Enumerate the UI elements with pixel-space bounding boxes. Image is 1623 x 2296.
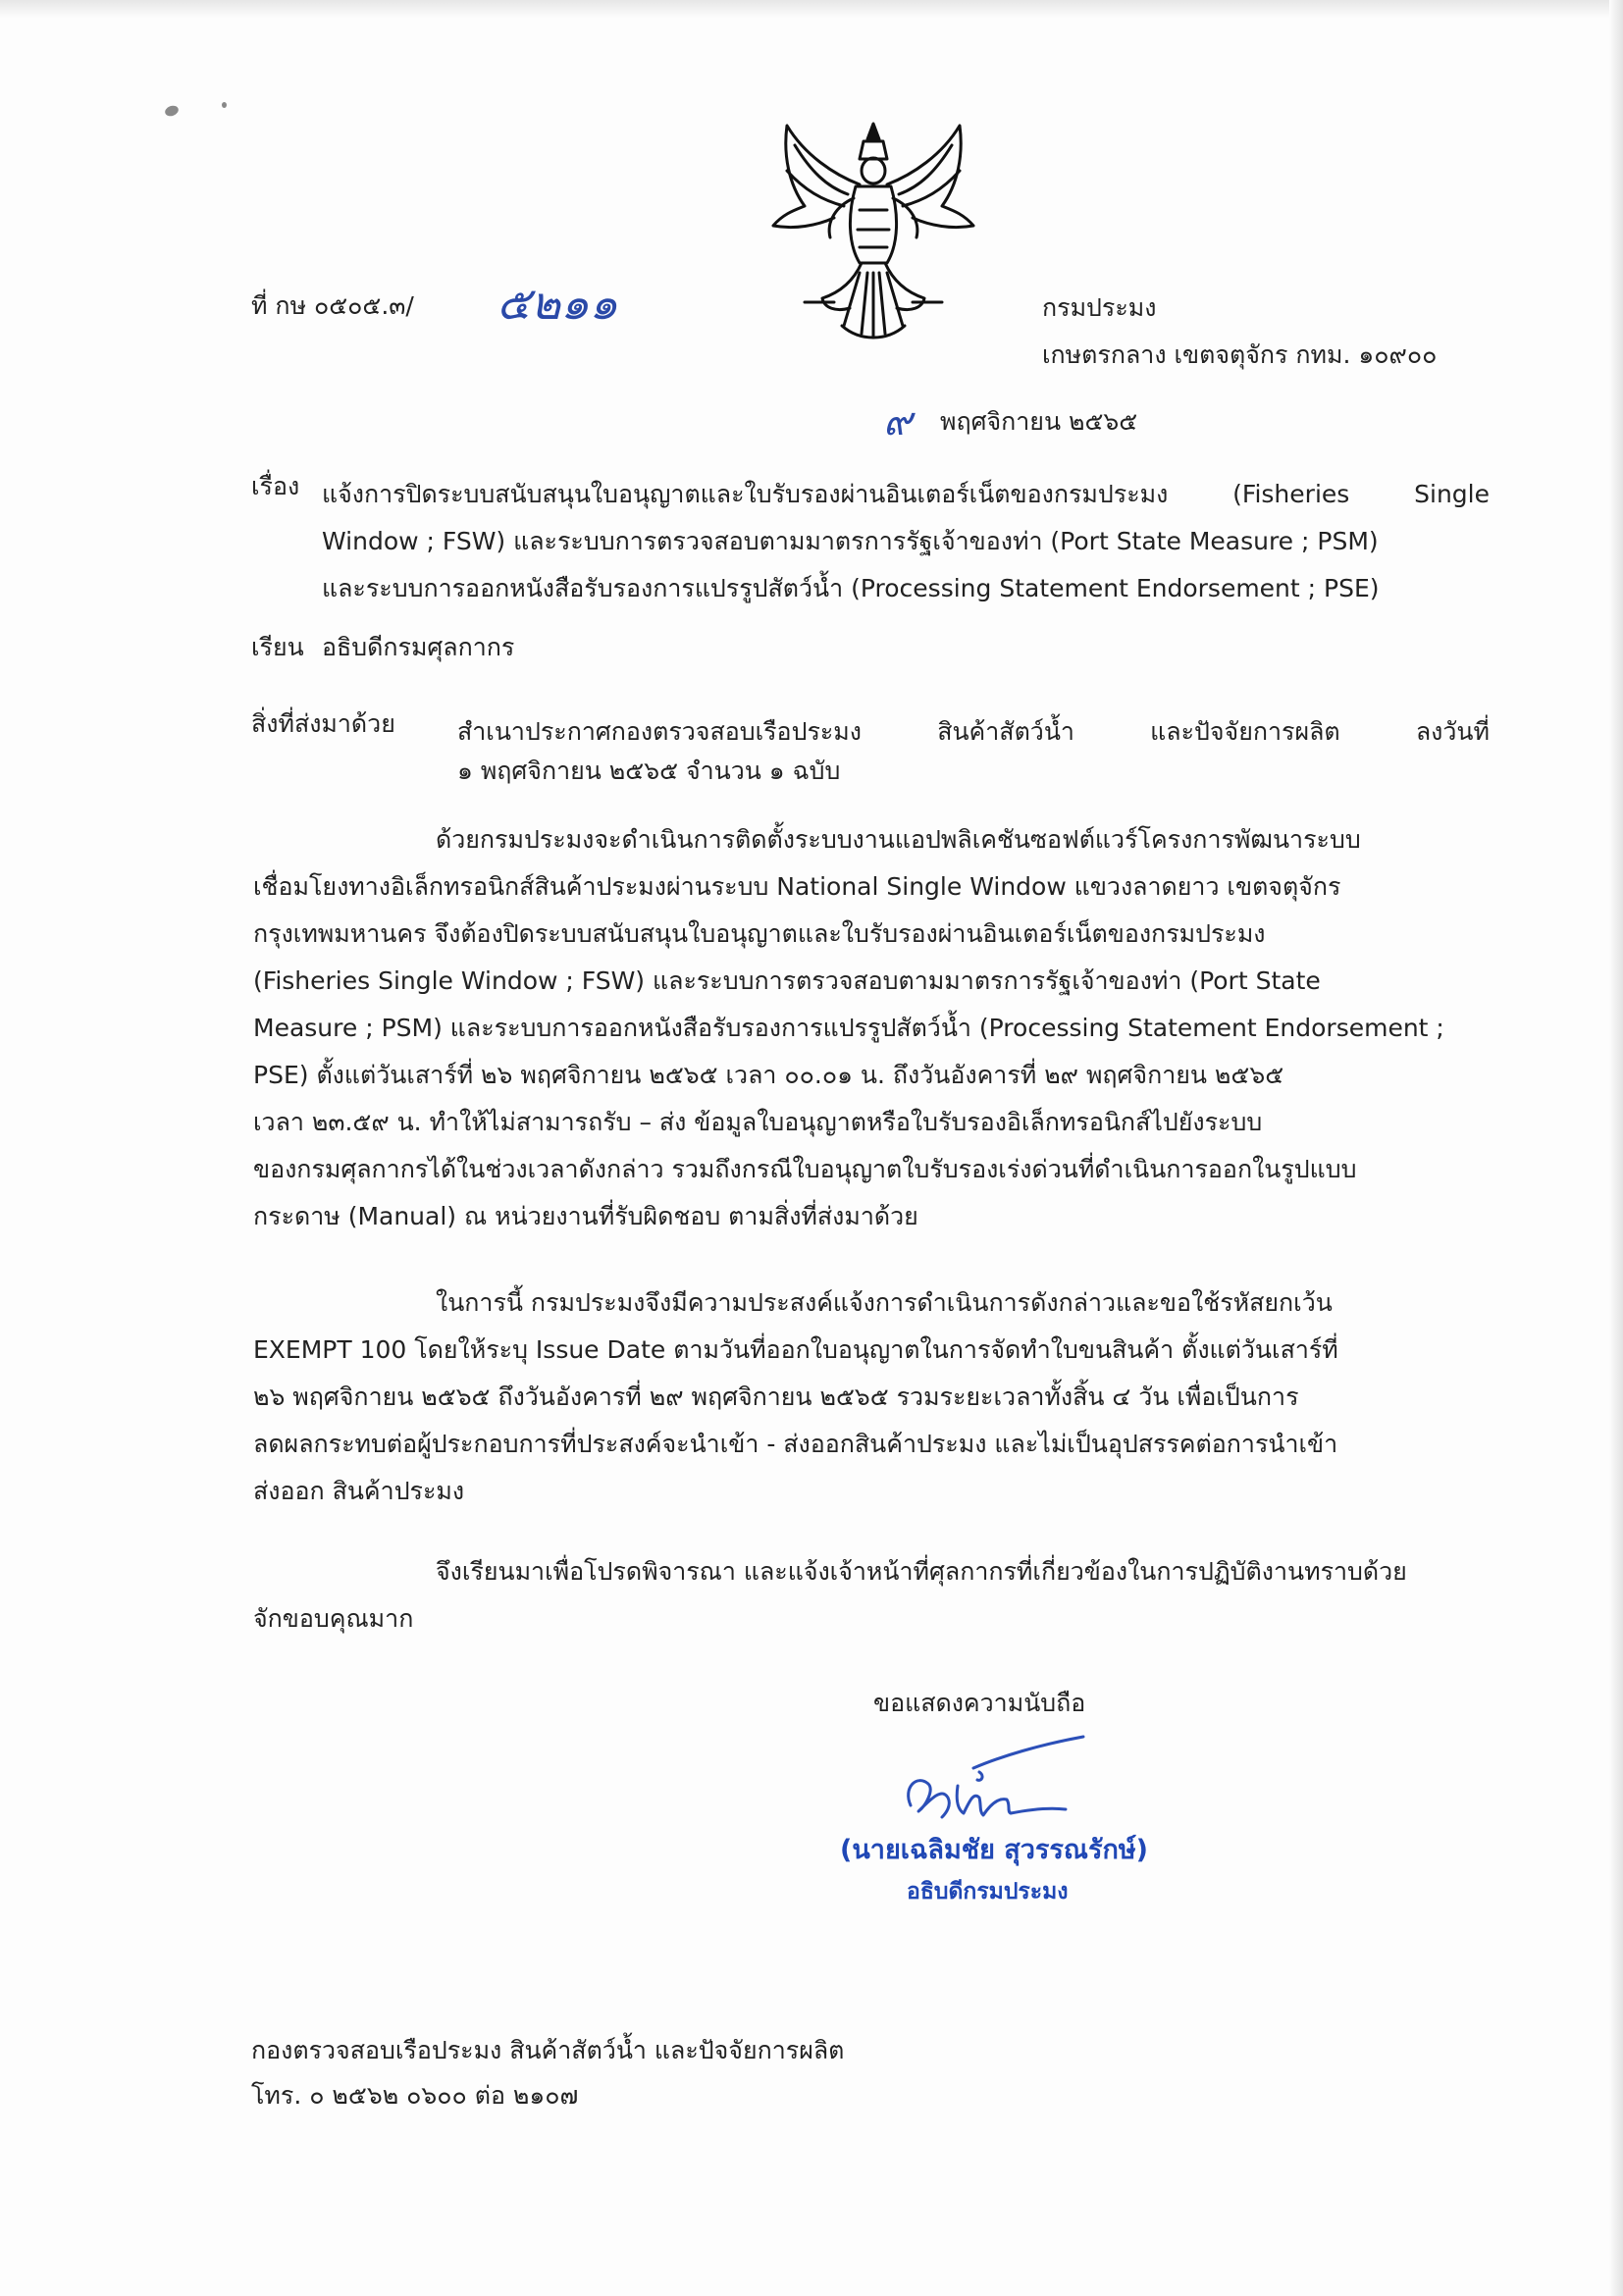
handwritten-signature: [864, 1729, 1178, 1837]
sender-address: เกษตรกลาง เขตจตุจักร กทม. ๑๐๙๐๐: [1042, 340, 1438, 369]
subject-text: [322, 471, 1490, 518]
footer-phone: โทร. ๐ ๒๕๖๒ ๐๖๐๐ ต่อ ๒๑๐๗: [251, 2081, 579, 2110]
paragraph-line: เวลา ๒๓.๕๙ น. ทำให้ไม่สามารถรับ – ส่ง ข้อมูลใบอนุญาตหรือใบรับรองอิเล็กทรอนิกส์ไปยังระบบ: [253, 1108, 1263, 1136]
paragraph-line: กรุงเทพมหานคร จึงต้องปิดระบบสนับสนุนใบอนุญาตและใบรับรองผ่านอินเตอร์เน็ตของกรมประมง: [253, 919, 1266, 948]
closing-phrase: ขอแสดงความนับถือ: [873, 1689, 1086, 1717]
paragraph-line: ด้วยกรมประมงจะดำเนินการติดตั้งระบบงานแอปพลิเคชันซอฟต์แวร์โครงการพัฒนาระบบ: [436, 825, 1361, 854]
paragraph-line: (Fisheries Single Window ; FSW) และระบบการตรวจสอบตามมาตรการรัฐเจ้าของท่า (Port State: [253, 966, 1321, 995]
body-paragraph-3: [253, 1548, 1490, 1643]
paragraph-line: ส่งออก สินค้าประมง: [253, 1477, 465, 1505]
scan-edge-right: [1609, 0, 1623, 2296]
date-month-year: พฤศจิกายน ๒๕๖๕: [940, 407, 1138, 436]
paragraph-line: Measure ; PSM) และระบบการออกหนังสือรับรองการแปรรูปสัตว์น้ำ (Processing Statement Endorsement ;: [253, 1014, 1444, 1042]
reference-number-handwritten: ๕๒๑๑: [497, 277, 618, 330]
subject-text-cont: [322, 518, 1490, 612]
enclosure-label: สิ่งที่ส่งมาด้วย: [251, 709, 395, 738]
garuda-emblem-icon: [765, 116, 981, 343]
subject-line: และระบบการออกหนังสือรับรองการแปรรูปสัตว์น้ำ (Processing Statement Endorsement ; PSE): [322, 574, 1380, 602]
enclosure-line: สำเนาประกาศกองตรวจสอบเรือประมง สินค้าสัตว์น้ำ และปัจจัยการผลิต ลงวันที่: [457, 717, 1490, 746]
paragraph-line: EXEMPT 100 โดยให้ระบุ Issue Date ตามวันที่ออกใบอนุญาตในการจัดทำใบขนสินค้า ตั้งแต่วันเสาร์ที่: [253, 1335, 1338, 1364]
paragraph-line: เชื่อมโยงทางอิเล็กทรอนิกส์สินค้าประมงผ่านระบบ National Single Window แขวงลาดยาว เขตจตุจักร: [253, 872, 1341, 901]
subject-line: Window ; FSW) และระบบการตรวจสอบตามมาตรการรัฐเจ้าของท่า (Port State Measure ; PSM): [322, 527, 1379, 555]
footer-division: กองตรวจสอบเรือประมง สินค้าสัตว์น้ำ และปัจจัยการผลิต: [251, 2036, 845, 2064]
body-paragraph-2: [253, 1279, 1490, 1515]
paragraph-line: ในการนี้ กรมประมงจึงมีความประสงค์แจ้งการดำเนินการดังกล่าวและขอใช้รหัสยกเว้น: [436, 1288, 1333, 1317]
scan-speck: [164, 104, 181, 118]
signer-title: อธิบดีกรมประมง: [907, 1879, 1069, 1905]
date-day-handwritten: ๙: [883, 399, 913, 444]
body-paragraph-1: [253, 816, 1490, 1240]
sender-organization: กรมประมง: [1042, 293, 1157, 322]
paragraph-line: ลดผลกระทบต่อผู้ประกอบการที่ประสงค์จะนำเข้า - ส่งออกสินค้าประมง และไม่เป็นอุปสรรคต่อการนำเข้า: [253, 1430, 1338, 1458]
paragraph-line: จักขอบคุณมาก: [253, 1604, 414, 1633]
subject-label: เรื่อง: [251, 472, 300, 500]
paragraph-line: กระดาษ (Manual) ณ หน่วยงานที่รับผิดชอบ ตามสิ่งที่ส่งมาด้วย: [253, 1202, 918, 1230]
paragraph-line: จึงเรียนมาเพื่อโปรดพิจารณา และแจ้งเจ้าหน้าที่ศุลกากรที่เกี่ยวข้องในการปฏิบัติงานทราบด้วย: [436, 1557, 1407, 1586]
reference-number-label: ที่ กษ ๐๕๐๕.๓/: [251, 291, 414, 320]
recipient-label: เรียน: [251, 633, 304, 661]
paragraph-line: ของกรมศุลกากรได้ในช่วงเวลาดังกล่าว รวมถึงกรณีใบอนุญาตใบรับรองเร่งด่วนที่ดำเนินการออกในรูปแบบ: [253, 1155, 1357, 1183]
scan-edge-top: [0, 0, 1623, 18]
recipient-name: อธิบดีกรมศุลกากร: [322, 633, 515, 661]
signer-name: (นายเฉลิมชัย สุวรรณรักษ์): [840, 1835, 1148, 1865]
paragraph-line: PSE) ตั้งแต่วันเสาร์ที่ ๒๖ พฤศจิกายน ๒๕๖๕ เวลา ๐๐.๐๑ น. ถึงวันอังคารที่ ๒๙ พฤศจิกายน ๒๕๖๕: [253, 1061, 1284, 1089]
paragraph-line: ๒๖ พฤศจิกายน ๒๕๖๕ ถึงวันอังคารที่ ๒๙ พฤศจิกายน ๒๕๖๕ รวมระยะเวลาทั้งสิ้น ๔ วัน เพื่อเป็นการ: [253, 1383, 1299, 1411]
enclosure-text: [457, 708, 1490, 756]
scan-speck-small: [222, 102, 227, 108]
enclosure-line: ๑ พฤศจิกายน ๒๕๖๕ จำนวน ๑ ฉบับ: [457, 757, 841, 785]
subject-line: แจ้งการปิดระบบสนับสนุนใบอนุญาตและใบรับรองผ่านอินเตอร์เน็ตของกรมประมง (Fisheries Single: [322, 480, 1490, 508]
